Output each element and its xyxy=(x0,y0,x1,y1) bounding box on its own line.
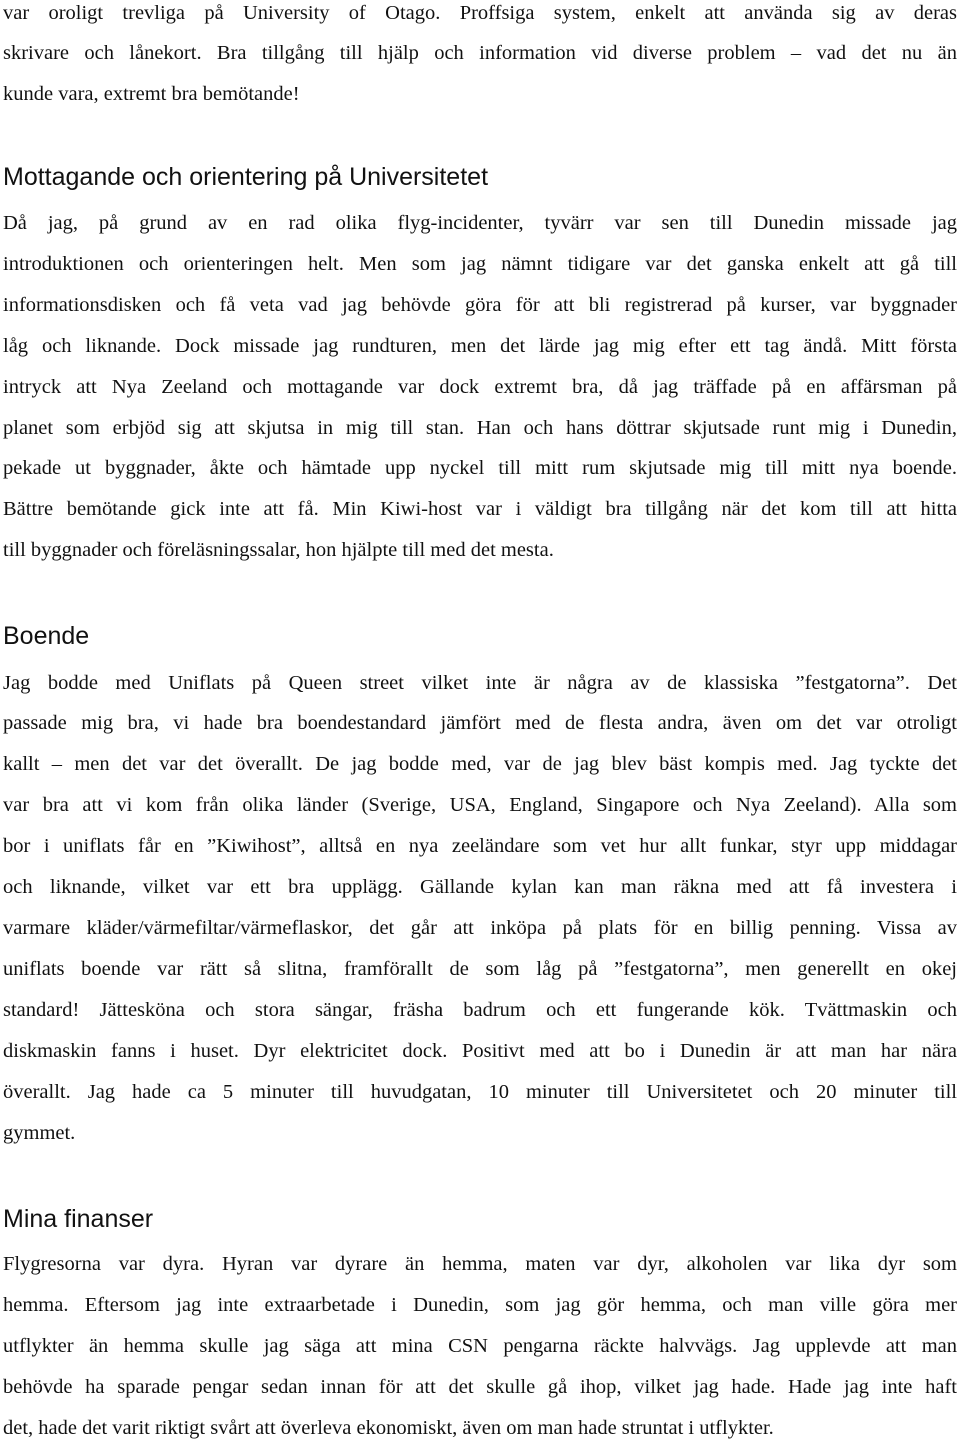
paragraph-line: Jag bodde med Uniflats på Queen street vilket inte är några av de klassiska ”festgatorna”. Det xyxy=(3,672,957,694)
intro-line: kunde vara, extremt bra bemötande! xyxy=(3,83,300,105)
paragraph-line: passade mig bra, vi hade bra boendestandard jämfört med de flesta andra, även om det var otroligt xyxy=(3,712,957,734)
paragraph-line: planet som erbjöd sig att skjutsa in mig till stan. Han och hans döttrar skjutsade runt mig i Dunedin, xyxy=(3,417,957,439)
paragraph-line: kallt – men det var det överallt. De jag bodde med, var de jag blev bäst kompis med. Jag tyckte det xyxy=(3,753,957,775)
paragraph-line: Flygresorna var dyra. Hyran var dyrare än hemma, maten var dyr, alkoholen var lika dyr som xyxy=(3,1253,957,1275)
paragraph-line: utflykter än hemma skulle jag säga att mina CSN pengarna räckte halvvägs. Jag upplevde att man xyxy=(3,1335,957,1357)
paragraph-line: diskmaskin fanns i huset. Dyr elektricitet dock. Positivt med att bo i Dunedin är att man har nära xyxy=(3,1040,957,1062)
paragraph-line: gymmet. xyxy=(3,1122,76,1144)
paragraph-line: Då jag, på grund av en rad olika flyg-incidenter, tyvärr var sen till Dunedin missade jag xyxy=(3,212,957,234)
paragraph-line: och liknande, vilket var ett bra upplägg. Gällande kylan kan man räkna med att få investera i xyxy=(3,876,957,898)
section-heading-finances: Mina finanser xyxy=(3,1205,154,1233)
paragraph-line: pekade ut byggnader, åkte och hämtade upp nyckel till mitt rum skjutsade mig till mitt nya boende. xyxy=(3,457,957,479)
paragraph-line: behövde ha sparade pengar sedan innan för att det skulle gå ihop, vilket jag hade. Hade jag inte haft xyxy=(3,1376,957,1398)
paragraph-line: det, hade det varit riktigt svårt att överleva ekonomiskt, även om man hade struntat i utflykter. xyxy=(3,1417,774,1439)
paragraph-line: standard! Jättesköna och stora sängar, fräsha badrum och ett fungerande kök. Tvättmaskin och xyxy=(3,999,957,1021)
paragraph-line: låg och liknande. Dock missade jag rundturen, men det lärde jag mig efter ett tag ändå. Mitt första xyxy=(3,335,957,357)
paragraph-line: hemma. Eftersom jag inte extraarbetade i Dunedin, som jag gör hemma, och man ville göra mer xyxy=(3,1294,957,1316)
paragraph-line: introduktionen och orienteringen helt. Men som jag nämnt tidigare var det ganska enkelt att gå till xyxy=(3,253,957,275)
paragraph-line: till byggnader och föreläsningssalar, hon hjälpte till med det mesta. xyxy=(3,539,554,561)
paragraph-line: informationsdisken och få veta vad jag behövde göra för att bli registrerad på kurser, var byggnader xyxy=(3,294,957,316)
section-heading-housing: Boende xyxy=(3,622,90,650)
paragraph-line: intryck att Nya Zeeland och mottagande var dock extremt bra, då jag träffade på en affärsman på xyxy=(3,376,957,398)
intro-line: var oroligt trevliga på University of Otago. Proffsiga system, enkelt att använda sig av deras xyxy=(3,2,957,24)
paragraph-line: Bättre bemötande gick inte att få. Min Kiwi-host var i väldigt bra tillgång när det kom till att hitta xyxy=(3,498,957,520)
section-heading-orientation: Mottagande och orientering på Universitetet xyxy=(3,163,489,191)
paragraph-line: överallt. Jag hade ca 5 minuter till huvudgatan, 10 minuter till Universitetet och 20 minuter till xyxy=(3,1081,957,1103)
intro-line: skrivare och lånekort. Bra tillgång till hjälp och information vid diverse problem – vad det nu än xyxy=(3,42,957,64)
paragraph-line: bor i uniflats får en ”Kiwihost”, alltså en nya zeeländare som vet hur allt funkar, styr upp middagar xyxy=(3,835,957,857)
paragraph-line: uniflats boende var rätt så slitna, framförallt de som låg på ”festgatorna”, men generellt en okej xyxy=(3,958,957,980)
paragraph-line: varmare kläder/värmefiltar/värmeflaskor, det går att inköpa på plats för en billig penning. Vissa av xyxy=(3,917,957,939)
paragraph-line: var bra att vi kom från olika länder (Sverige, USA, England, Singapore och Nya Zeeland). Alla som xyxy=(3,794,957,816)
